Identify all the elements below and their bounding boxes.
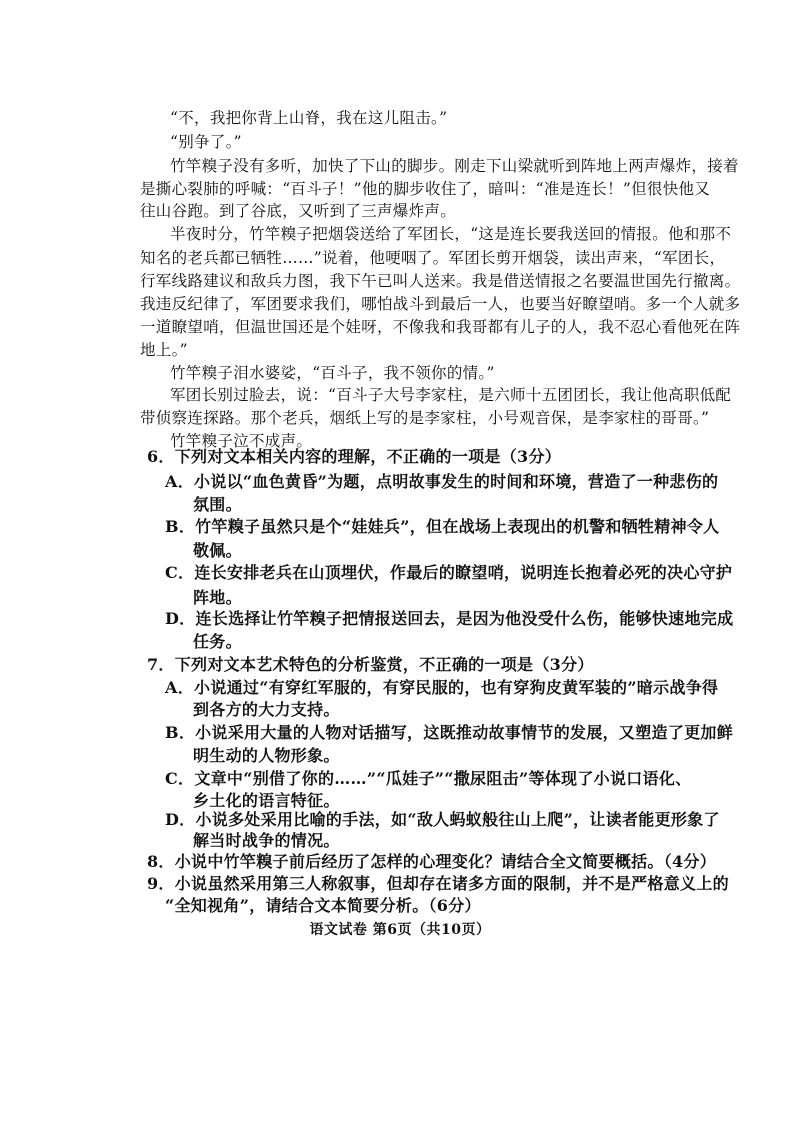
passage-line: 行军线路建议和敌兵力图，我下午已叫人送来。我是借送情报之名要温世国先行撤离。 [140,272,741,290]
passage-line: 竹竿糗子泣不成声。 [170,432,313,450]
passage-line: 我违反纪律了，军团要求我们，哪怕战斗到最后一人，也要当好瞭望哨。多一个人就多 [140,295,741,313]
passage-line: “不，我把你背上山脊，我在这儿阻击。” [170,109,448,127]
question-7-option-c-cont: 乡土化的语言特征。 [193,791,340,810]
question-6-option-d-cont: 任务。 [193,632,242,651]
question-6-stem: 6．下列对文本相关内容的理解，不正确的一项是（3分） [147,447,562,466]
question-6-option-c-cont: 阵地。 [193,588,242,607]
question-7-stem: 7．下列对文本艺术特色的分析鉴赏，不正确的一项是（3分） [147,655,594,674]
question-7-option-d: D．小说多处采用比喻的手法，如“敌人蚂蚁般往山上爬”，让读者能更形象了 [165,810,720,829]
question-9: 9．小说虽然采用第三人称叙事，但却存在诸多方面的限制，并不是严格意义上的 [147,874,729,893]
question-7-option-a: A．小说通过“有穿红军服的，有穿民服的，也有穿狗皮黄军装的”暗示战争得 [165,678,719,697]
passage-line: 一道瞭望哨，但温世国还是个娃呀，不像我和我哥都有儿子的人，我不忍心看他死在阵 [140,318,741,336]
passage-line: 带侦察连探路。那个老兵，烟纸上写的是李家柱，小号观音保，是李家柱的哥哥。” [140,409,710,427]
passage-line: 往山谷跑。到了谷底，又听到了三声爆炸声。 [140,202,457,220]
passage-line: “别争了。” [170,133,242,151]
passage-line: 半夜时分，竹竿糗子把烟袋送给了军团长，“这是连长要我送回的情报。他和那不 [170,225,732,243]
question-6-option-a: A．小说以“血色黄昏”为题，点明故事发生的时间和环境，营造了一种悲伤的 [165,472,719,491]
question-9-cont: “全知视角”，请结合文本简要分析。（6分） [165,896,481,915]
question-7-option-b: B．小说采用大量的人物对话描写，这既推动故事情节的发展，又塑造了更加鲜 [165,723,734,742]
question-6-option-b-cont: 敬佩。 [193,541,242,560]
question-7-option-b-cont: 明生动的人物形象。 [193,746,340,765]
question-7-option-d-cont: 解当时战争的情况。 [193,831,340,850]
passage-line: 竹竿糗子没有多听，加快了下山的脚步。刚走下山梁就听到阵地上两声爆炸，接着 [170,157,739,175]
question-6-option-b: B．竹竿糗子虽然只是个“娃娃兵”，但在战场上表现出的机警和牺牲精神令人 [165,517,720,536]
passage-line: 军团长别过脸去，说：“百斗子大号李家柱，是六师十五团团长，我让他高职低配 [170,386,732,404]
passage-line: 是撕心裂肺的呼喊：“百斗子！”他的脚步收住了，暗叫：“准是连长！”但很快他又 [140,180,711,198]
question-7-option-a-cont: 到各方的大力支持。 [193,700,340,719]
question-7-option-c: C．文章中“别借了你的……”“瓜娃子”“撒尿阻击”等体现了小说口语化、 [165,769,692,788]
question-6-option-a-cont: 氛围。 [193,495,242,514]
question-6-option-c: C．连长安排老兵在山顶埋伏，作最后的瞭望哨，说明连长抱着必死的决心守护 [165,563,733,582]
question-8: 8．小说中竹竿糗子前后经历了怎样的心理变化？请结合全文简要概括。（4分） [147,852,717,871]
passage-line: 地上。” [140,341,188,359]
page-footer: 语文试卷 第6页（共10页） [309,922,491,938]
passage-line: 竹竿糗子泪水婆娑，“百斗子，我不领你的情。” [170,364,495,382]
passage-line: 知名的老兵都已牺牲……”说着，他哽咽了。军团长剪开烟袋，读出声来，“军团长， [140,249,726,267]
question-6-option-d: D．连长选择让竹竿糗子把情报送回去，是因为他没受什么伤，能够快速地完成 [165,609,734,628]
